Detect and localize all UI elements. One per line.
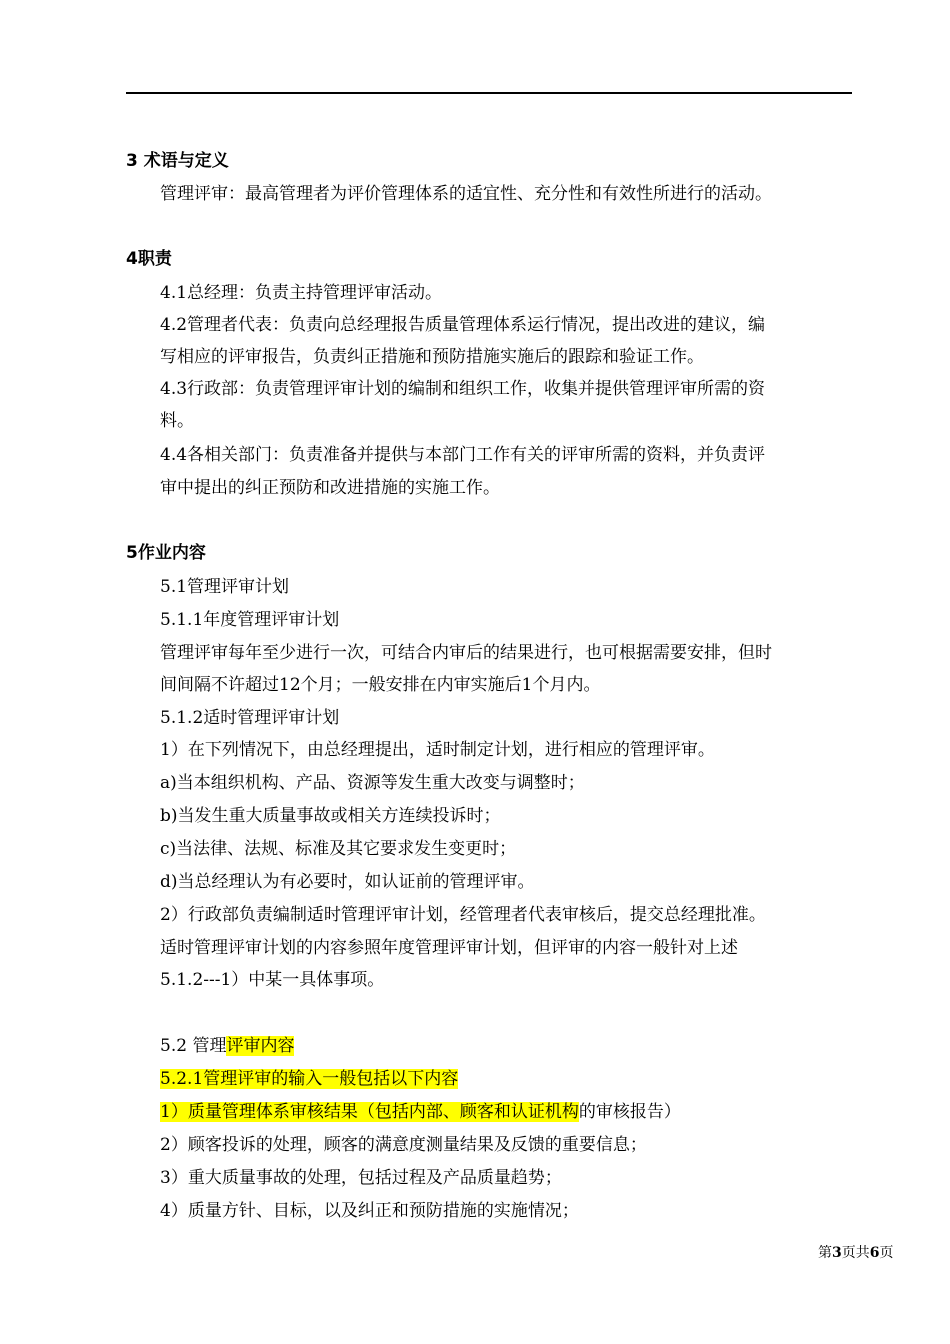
list-item-d: d)当总经理认为有必要时，如认证前的管理评审。 bbox=[160, 872, 535, 892]
paragraph-5-1: 5.1管理评审计划 bbox=[160, 577, 290, 597]
paragraph-5-1-1: 5.1.1年度管理评审计划 bbox=[160, 610, 340, 630]
input-item-1 bbox=[160, 1101, 681, 1123]
section-4-heading: 4职责 bbox=[126, 249, 172, 269]
paragraph-5-1-2: 5.1.2适时管理评审计划 bbox=[160, 708, 340, 728]
section-5-heading: 5作业内容 bbox=[126, 543, 206, 563]
page-footer bbox=[818, 1244, 894, 1262]
section-3-heading: 3 术语与定义 bbox=[126, 151, 229, 171]
list-item-b: b)当发生重大质量事故或相关方连续投诉时； bbox=[160, 806, 501, 826]
list-item-1: 1）在下列情况下，由总经理提出，适时制定计划，进行相应的管理评审。 bbox=[160, 740, 715, 760]
footer-page-number: 3 bbox=[832, 1245, 842, 1261]
paragraph-5-1-2-note-line1: 适时管理评审计划的内容参照年度管理评审计划，但评审的内容一般针对上述 bbox=[160, 938, 738, 958]
footer-mid: 页共 bbox=[841, 1245, 870, 1261]
paragraph-4-4-line1: 4.4各相关部门：负责准备并提供与本部门工作有关的评审所需的资料，并负责评 bbox=[160, 445, 766, 465]
paragraph-4-3-line1: 4.3行政部：负责管理评审计划的编制和组织工作，收集并提供管理评审所需的资 bbox=[160, 379, 766, 399]
paragraph-5-2-highlight: 评审内容 bbox=[226, 1036, 295, 1056]
input-item-1-rest: 的审核报告） bbox=[578, 1102, 681, 1122]
paragraph-4-1: 4.1总经理：负责主持管理评审活动。 bbox=[160, 283, 443, 303]
footer-prefix: 第 bbox=[818, 1245, 832, 1261]
paragraph-4-4-line2: 审中提出的纠正预防和改进措施的实施工作。 bbox=[160, 478, 500, 498]
paragraph-5-2-1-highlight: 5.2.1管理评审的输入一般包括以下内容 bbox=[160, 1069, 459, 1089]
input-item-2: 2）顾客投诉的处理，顾客的满意度测量结果及反馈的重要信息； bbox=[160, 1135, 647, 1155]
list-item-a: a)当本组织机构、产品、资源等发生重大改变与调整时； bbox=[160, 773, 585, 793]
input-item-1-highlight: 1）质量管理体系审核结果（包括内部、顾客和认证机构 bbox=[160, 1102, 579, 1122]
paragraph-5-1-2-note-line2: 5.1.2---1）中某一具体事项。 bbox=[160, 970, 385, 990]
paragraph-4-3-line2: 料。 bbox=[160, 411, 194, 431]
paragraph-5-2-1 bbox=[160, 1068, 458, 1090]
header-rule bbox=[126, 92, 852, 94]
footer-suffix: 页 bbox=[879, 1245, 894, 1261]
input-item-4: 4）质量方针、目标，以及纠正和预防措施的实施情况； bbox=[160, 1201, 579, 1221]
list-item-c: c)当法律、法规、标准及其它要求发生变更时； bbox=[160, 839, 517, 859]
paragraph-5-1-1-line1: 管理评审每年至少进行一次，可结合内审后的结果进行，也可根据需要安排，但时 bbox=[160, 643, 772, 663]
paragraph-4-2-line1: 4.2管理者代表：负责向总经理报告质量管理体系运行情况，提出改进的建议，编 bbox=[160, 315, 766, 335]
paragraph-4-2-line2: 写相应的评审报告，负责纠正措施和预防措施实施后的跟踪和验证工作。 bbox=[160, 347, 704, 367]
paragraph-5-1-1-line2: 间间隔不许超过12个月；一般安排在内审实施后1个月内。 bbox=[160, 675, 601, 695]
footer-total-pages: 6 bbox=[869, 1245, 880, 1261]
list-item-2: 2）行政部负责编制适时管理评审计划，经管理者代表审核后，提交总经理批准。 bbox=[160, 905, 766, 925]
input-item-3: 3）重大质量事故的处理，包括过程及产品质量趋势； bbox=[160, 1168, 562, 1188]
definition-text: 管理评审：最高管理者为评价管理体系的适宜性、充分性和有效性所进行的活动。 bbox=[160, 184, 772, 204]
paragraph-5-2-prefix: 5.2 管理 bbox=[160, 1036, 227, 1056]
paragraph-5-2 bbox=[160, 1035, 294, 1057]
